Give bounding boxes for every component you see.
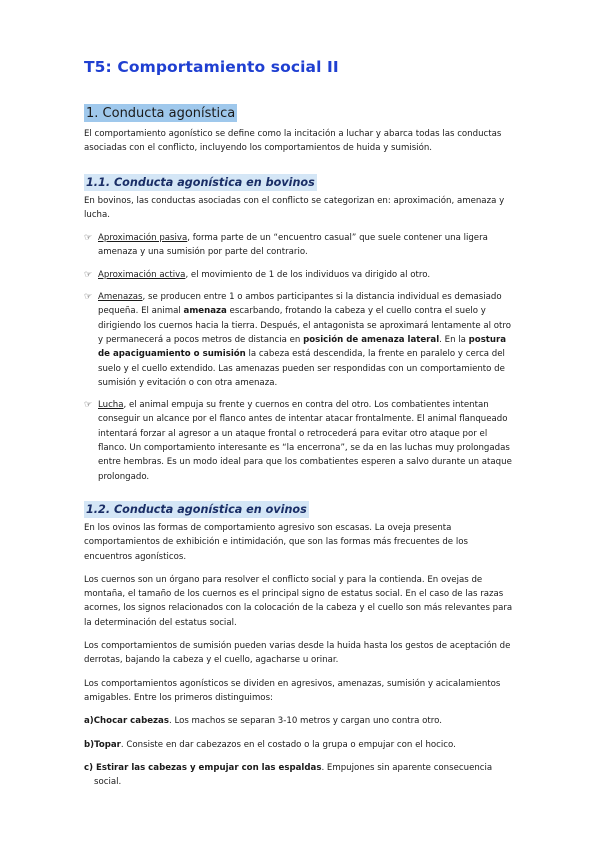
bullet-term: Amenazas	[98, 292, 143, 303]
bullet-text: . En la	[439, 334, 469, 345]
bullet-text: la cabeza está descendida, la frente en paralelo y cerca del suelo y el cuello extendido. Las amenazas pueden ser respondidas con un comportamiento de sumisión y evitación o con otra amenaza.	[98, 349, 505, 388]
bold-term: amenaza	[183, 306, 227, 317]
list-term: Topar	[94, 739, 121, 750]
document-title: T5: Comportamiento social II	[84, 58, 339, 76]
section-1-1-heading: 1.1. Conducta agonística en bovinos	[86, 175, 315, 189]
pointing-hand-icon: ☞	[84, 400, 93, 411]
bullet-aproximacion-activa	[84, 268, 516, 282]
list-text: . Consiste en dar cabezazos en el costado o la grupa o empujar con el hocico.	[120, 739, 456, 750]
bullet-amenazas	[84, 290, 516, 390]
paragraph: En los ovinos las formas de comportamiento agresivo son escasas. La oveja presenta comportamientos de exhibición e intimidación, que son las formas más frecuentes de los encuentros agonísticos.	[84, 522, 468, 562]
pointing-hand-icon: ☞	[84, 269, 93, 280]
pointing-hand-icon: ☞	[84, 233, 93, 244]
paragraph: Los comportamientos de sumisión pueden varias desde la huida hasta los gestos de aceptación de derrotas, bajando la cabeza y el cuello, agacharse u orinar.	[84, 641, 511, 666]
list-term: Estirar las cabezas y empujar con las espaldas	[96, 762, 322, 773]
bullet-text: , el movimiento de 1 de los individuos va dirigido al otro.	[185, 269, 431, 280]
bullet-aproximacion-pasiva	[84, 231, 516, 260]
section-1	[84, 102, 516, 156]
bullet-term: Aproximación pasiva	[98, 233, 188, 244]
list-item-c	[84, 761, 516, 790]
section-1-2	[84, 498, 516, 789]
section-1-intro: El comportamiento agonístico se define como la incitación a luchar y abarca todas las conductas asociadas con el conflicto, incluyendo los comportamientos de huida y sumisión.	[84, 129, 502, 154]
list-item-a	[84, 714, 516, 728]
bullet-text: escarbando, frotando la cabeza y el cuello contra el suelo y dirigiendo los cuernos hacia la tierra. Después, el antagonista se aproximará lentamente al otro y permanecerá a pocos metros de distancia en	[98, 306, 512, 345]
bullet-term: Lucha	[98, 400, 124, 411]
section-1-1	[84, 171, 516, 484]
list-item-b	[84, 738, 516, 752]
bold-term: postura de apaciguamiento o sumisión	[98, 334, 507, 360]
section-1-heading: 1. Conducta agonística	[86, 106, 236, 121]
paragraph: Los cuernos son un órgano para resolver el conflicto social y para la contienda. En ovejas de montaña, el tamaño de los cuernos es el principal signo de estatus social. En el caso de las razas acornes, los signos relacionados con la colocación de la cabeza y el cuello son más relevantes para la determinación del estatus social.	[84, 574, 513, 628]
paragraph: Los comportamientos agonísticos se dividen en agresivos, amenazas, sumisión y acicalamientos amigables. Entre los primeros distinguimos:	[84, 678, 501, 703]
list-text: . Empujones sin aparente consecuencia social.	[94, 762, 493, 788]
bullet-term: Aproximación activa	[98, 269, 186, 280]
list-text: . Los machos se separan 3-10 metros y cargan uno contra otro.	[168, 716, 442, 727]
bullet-text: , se producen entre 1 o ambos participantes si la distancia individual es demasiado pequeña. El animal	[98, 292, 502, 317]
section-1-2-heading: 1.2. Conducta agonística en ovinos	[86, 502, 307, 516]
section-1-1-intro: En bovinos, las conductas asociadas con el conflicto se categorizan en: aproximación, amenaza y lucha.	[84, 195, 505, 220]
bullet-text: , el animal empuja su frente y cuernos en contra del otro. Los combatientes intentan conseguir un alcance por el flanco antes de intentar atacar frontalmente. El animal flanqueado intentará forzar al agresor a un ataque frontal o retrocederá para evitar otro ataque por el flanco. Un comportamiento interesante es “la encerrona”, se da en las luchas muy prolongadas entre hembras. Es un modo ideal para que los combatientes esperen a salvo durante un ataque prolongado.	[98, 400, 512, 482]
list-label: b)	[84, 739, 95, 750]
list-label: c)	[84, 762, 97, 773]
list-label: a)	[84, 716, 94, 727]
bold-term: posición de amenaza lateral	[303, 334, 440, 345]
pointing-hand-icon: ☞	[84, 292, 93, 303]
list-term: Chocar cabezas	[93, 716, 169, 727]
bullet-text: , forma parte de un “encuentro casual” que suele contener una ligera amenaza y una sumisión por parte del contrario.	[98, 233, 488, 258]
bullet-lucha	[84, 398, 516, 484]
